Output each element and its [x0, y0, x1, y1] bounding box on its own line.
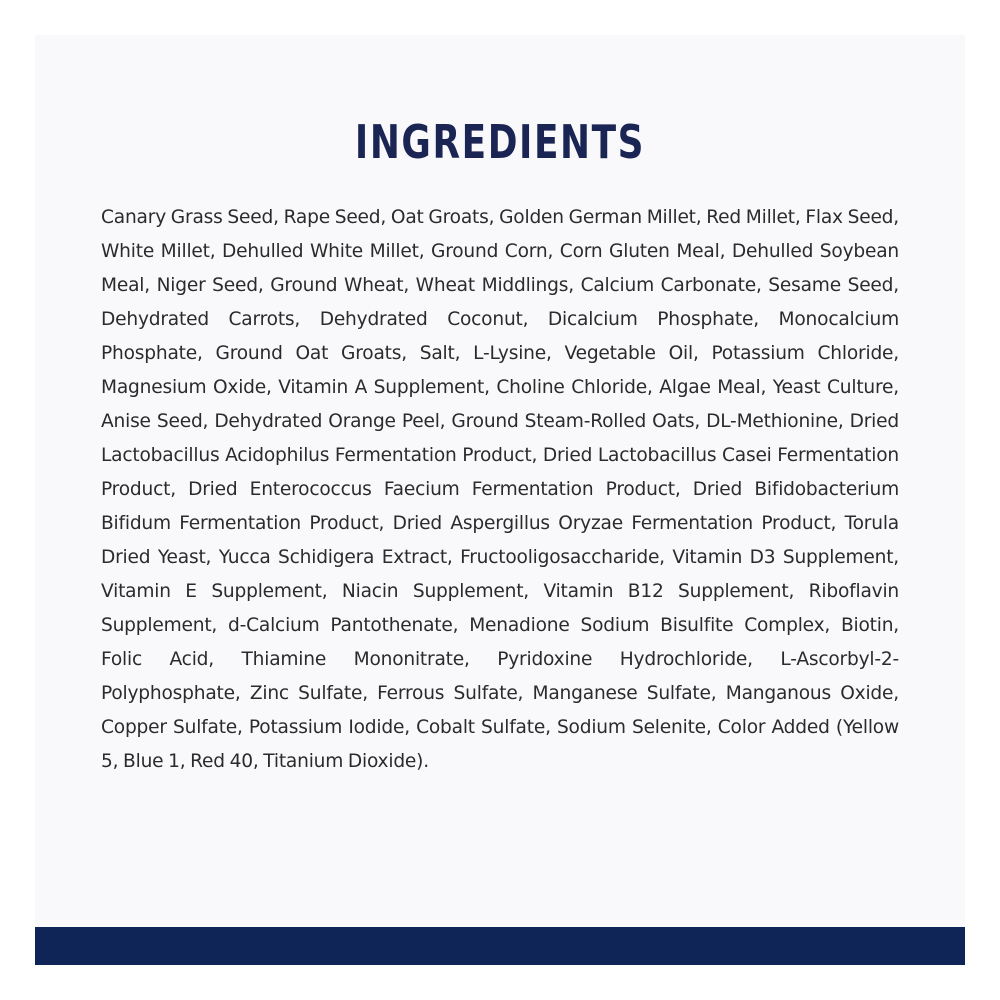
ingredients-title: INGREDIENTS — [354, 115, 646, 169]
footer-color-bar — [35, 927, 965, 965]
ingredients-list-text: Canary Grass Seed, Rape Seed, Oat Groats, Golden German Millet, Red Millet, Flax Seed, White Millet, Dehulled White Millet, Ground Corn, Corn Gluten Meal, Dehulled Soybean Meal, Niger Seed, Ground Wheat, Wheat Middlings, Calcium Carbonate, Sesame Seed, Dehydrated Carrots, Dehydrated Coconut, Dicalcium Phosphate, Monocalcium Phosphate, Ground Oat Groats, Salt, L-Lysine, Vegetable Oil, Potassium Chloride, Magnesium Oxide, Vitamin A Supplement, Choline Chloride, Algae Meal, Yeast Culture, Anise Seed, Dehydrated Orange Peel, Ground Steam-Rolled Oats, DL-Methionine, Dried Lactobacillus Acidophilus Fermentation Product, Dried Lactobacillus Casei Fermentation Product, Dried Enterococcus Faecium Fermentation Product, Dried Bifidobacterium Bifidum Fermentation Product, Dried Aspergillus Oryzae Fermentation Product, Torula Dried Yeast, Yucca Schidigera Extract, Fructooligosaccharide, Vitamin D3 Supplement, Vitamin E Supplement, Niacin Supplement, Vitamin B12 Supplement, Riboflavin Supplement, d-Calcium Pantothenate, Menadione Sodium Bisulfite Complex, Biotin, Folic Acid, Thiamine Mononitrate, Pyridoxine Hydrochloride, L-Ascorbyl-2-Polyphosphate, Zinc Sulfate, Ferrous Sulfate, Manganese Sulfate, Manganous Oxide, Copper Sulfate, Potassium Iodide, Cobalt Sulfate, Sodium Selenite, Color Added (Yellow 5, Blue 1, Red 40, Titanium Dioxide). — [101, 207, 899, 772]
